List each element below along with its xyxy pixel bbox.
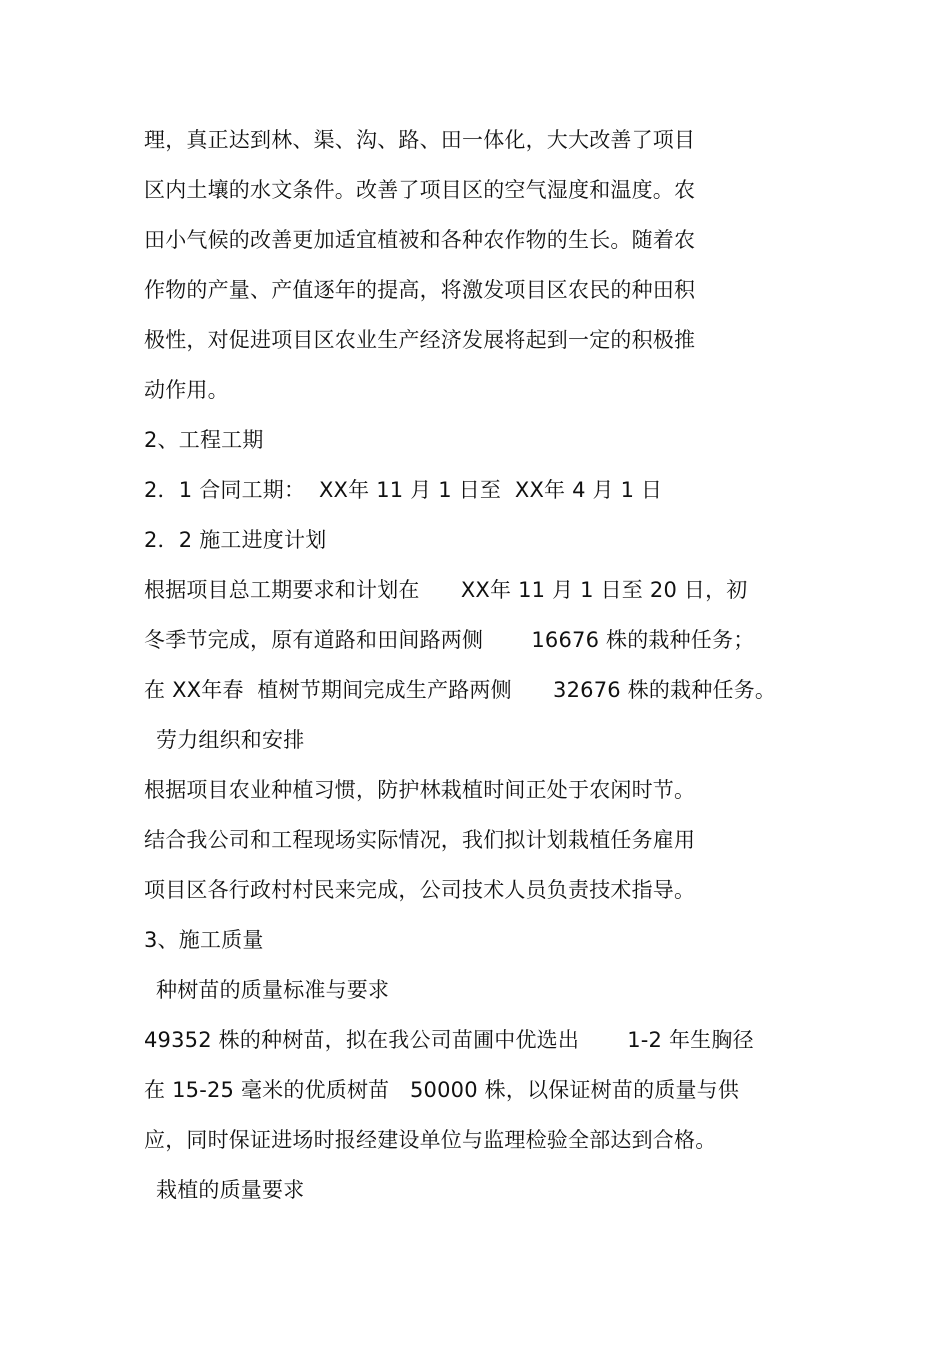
paragraph-line: 田小气候的改善更加适宜植被和各种农作物的生长。随着农 [144,228,696,252]
paragraph-line: 在 XX年春 植树节期间完成生产路两侧 32676 株的栽种任务。 [144,678,777,702]
subheading: 种树苗的质量标准与要求 [156,978,390,1002]
subheading: 栽植的质量要求 [156,1178,305,1202]
paragraph-line: 49352 株的种树苗，拟在我公司苗圃中优选出 1-2 年生胸径 [144,1028,754,1052]
paragraph-line: 极性，对促进项目区农业生产经济发展将起到一定的积极推 [144,328,696,352]
paragraph-line: 应，同时保证进场时报经建设单位与监理检验全部达到合格。 [144,1128,717,1152]
paragraph-line: 结合我公司和工程现场实际情况，我们拟计划栽植任务雇用 [144,828,696,852]
paragraph-line: 作物的产量、产值逐年的提高，将激发项目区农民的种田积 [144,278,696,302]
paragraph-line: 根据项目总工期要求和计划在 XX年 11 月 1 日至 20 日，初 [144,578,748,602]
section-heading: 2、工程工期 [144,428,264,452]
section-heading: 3、施工质量 [144,928,264,952]
paragraph-line: 项目区各行政村村民来完成，公司技术人员负责技术指导。 [144,878,696,902]
paragraph-line: 区内土壤的水文条件。改善了项目区的空气湿度和温度。农 [144,178,696,202]
paragraph-line: 冬季节完成，原有道路和田间路两侧 16676 株的栽种任务； [144,628,755,652]
paragraph-line: 动作用。 [144,378,229,402]
subsection-line: 2．1 合同工期： XX年 11 月 1 日至 XX年 4 月 1 日 [144,478,663,502]
subsection-heading: 2．2 施工进度计划 [144,528,327,552]
paragraph-line: 理，真正达到林、渠、沟、路、田一体化，大大改善了项目 [144,128,696,152]
paragraph-line: 在 15-25 毫米的优质树苗 50000 株，以保证树苗的质量与供 [144,1078,740,1102]
paragraph-line: 根据项目农业种植习惯，防护林栽植时间正处于农闲时节。 [144,778,696,802]
subheading: 劳力组织和安排 [156,728,305,752]
